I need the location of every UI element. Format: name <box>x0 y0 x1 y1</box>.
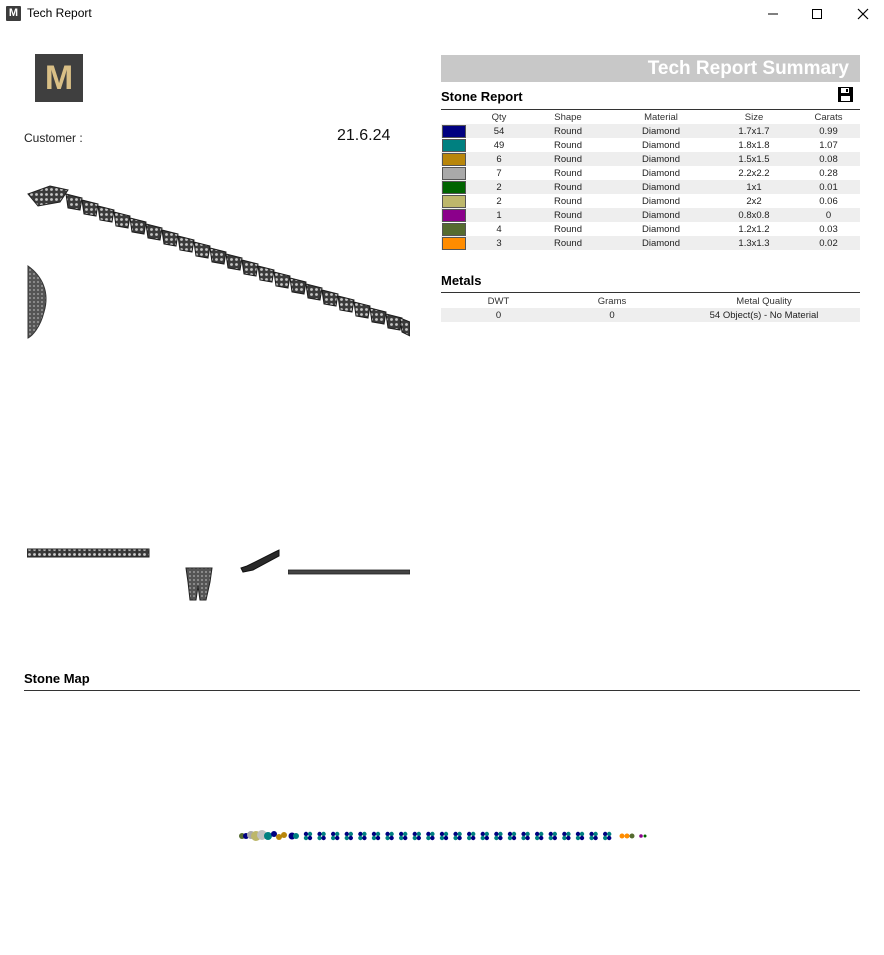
stone-dot <box>362 836 366 840</box>
stone-dot <box>308 832 312 836</box>
column-header-swatch <box>441 111 473 124</box>
shape-cell: Round <box>554 223 582 235</box>
minimize-button[interactable] <box>750 0 796 28</box>
color-swatch <box>442 125 466 138</box>
table-row <box>441 208 860 222</box>
stone-report-title: Stone Report <box>441 89 523 104</box>
material-cell: Diamond <box>641 167 681 179</box>
stone-dot <box>525 836 529 840</box>
stone-dot <box>566 836 570 840</box>
dwt-cell: 0 <box>441 308 556 322</box>
stone-dot <box>453 836 457 840</box>
table-header <box>441 111 860 124</box>
stone-dot <box>494 836 498 840</box>
stone-dot <box>440 832 444 836</box>
stone-dot <box>580 836 584 840</box>
stone-dot <box>399 832 403 836</box>
stone-dot <box>535 836 539 840</box>
logo-letter: M <box>44 58 74 97</box>
qty-cell: 2 <box>496 195 502 207</box>
stone-dot <box>498 832 502 836</box>
stone-dot <box>331 832 335 836</box>
stone-dot <box>372 836 376 840</box>
color-swatch <box>442 223 466 236</box>
table-row <box>441 166 860 180</box>
stone-dot <box>453 832 457 836</box>
shape-cell: Round <box>554 195 582 207</box>
stone-dot <box>508 836 512 840</box>
stone-dot <box>603 832 607 836</box>
size-cell: 2.2x2.2 <box>738 167 770 179</box>
table-row <box>441 180 860 194</box>
customer-label: Customer : <box>24 131 83 145</box>
stone-dot <box>549 832 553 836</box>
stone-dot <box>317 836 321 840</box>
size-cell: 1.8x1.8 <box>738 139 770 151</box>
metal-quality-cell: 54 Object(s) - No Material <box>668 308 860 322</box>
size-cell: 1.2x1.2 <box>738 223 770 235</box>
stone-dot <box>358 836 362 840</box>
app-icon: M <box>6 6 21 21</box>
stone-dot <box>498 836 502 840</box>
close-icon <box>857 8 869 20</box>
stone-dot <box>539 836 543 840</box>
stone-dot <box>512 836 516 840</box>
stone-map-divider <box>24 690 860 691</box>
stone-dot <box>444 836 448 840</box>
shape-cell: Round <box>525 208 611 222</box>
material-cell: Diamond <box>611 208 711 222</box>
stone-dot <box>576 832 580 836</box>
carats-cell: 0.28 <box>819 167 838 179</box>
title-bar <box>0 0 884 28</box>
qty-cell: 3 <box>473 236 525 250</box>
stone-dot <box>376 832 380 836</box>
size-cell: 1.3x1.3 <box>711 236 797 250</box>
size-cell: 0.8x0.8 <box>711 208 797 222</box>
stone-map-diagram <box>236 826 648 846</box>
material-cell: Diamond <box>611 124 711 138</box>
stone-dot <box>376 836 380 840</box>
stone-dot <box>457 836 461 840</box>
table-row <box>441 236 860 250</box>
stone-dot <box>607 832 611 836</box>
color-swatch <box>442 209 466 222</box>
carats-cell: 0.99 <box>797 124 860 138</box>
stone-report-table <box>441 111 860 250</box>
stone-dot <box>413 836 417 840</box>
shape-cell: Round <box>525 124 611 138</box>
stone-dot <box>389 836 393 840</box>
stone-dot <box>576 836 580 840</box>
color-swatch <box>442 139 466 152</box>
stone-dot <box>457 832 461 836</box>
stone-dot <box>562 836 566 840</box>
column-header-metal-quality: Metal Quality <box>736 295 792 307</box>
company-logo <box>35 54 83 102</box>
stone-dot <box>553 832 557 836</box>
grams-cell: 0 <box>556 308 668 322</box>
stone-dot <box>607 836 611 840</box>
stone-dot <box>539 832 543 836</box>
table-row <box>441 124 860 138</box>
stone-dot <box>471 836 475 840</box>
stone-dot <box>430 836 434 840</box>
stone-dot <box>317 832 321 836</box>
color-swatch <box>442 167 466 180</box>
stone-dot <box>403 832 407 836</box>
column-header-shape: Shape <box>554 112 582 123</box>
stone-report-divider <box>441 109 860 110</box>
stone-dot <box>566 832 570 836</box>
material-cell: Diamond <box>641 195 681 207</box>
stone-dot <box>321 832 325 836</box>
stone-dot <box>512 832 516 836</box>
stone-dot <box>308 836 312 840</box>
table-row <box>441 194 860 208</box>
carats-cell: 0.01 <box>797 180 860 194</box>
stone-dot <box>331 836 335 840</box>
stone-dot <box>481 832 485 836</box>
stone-dot <box>430 832 434 836</box>
carats-cell: 0.03 <box>819 223 838 235</box>
stone-dot <box>471 832 475 836</box>
stone-dot <box>589 832 593 836</box>
carats-cell: 0.08 <box>797 152 860 166</box>
stone-dot <box>426 836 430 840</box>
stone-dot <box>358 832 362 836</box>
size-cell: 1.7x1.7 <box>711 124 797 138</box>
size-cell: 1.5x1.5 <box>711 152 797 166</box>
material-cell: Diamond <box>611 180 711 194</box>
shape-cell: Round <box>554 167 582 179</box>
column-header-qty: Qty <box>491 112 507 123</box>
stone-dot <box>589 836 593 840</box>
qty-cell: 2 <box>473 180 525 194</box>
shape-cell: Round <box>525 180 611 194</box>
column-header-size: Size <box>744 112 764 123</box>
size-cell: 1x1 <box>711 180 797 194</box>
qty-cell: 1 <box>473 208 525 222</box>
save-icon[interactable] <box>837 86 854 103</box>
table-header <box>441 294 860 308</box>
stone-dot <box>549 836 553 840</box>
shape-cell: Round <box>525 236 611 250</box>
shape-cell: Round <box>525 152 611 166</box>
thumbnail-side-view <box>239 548 281 574</box>
stone-dot <box>335 832 339 836</box>
color-swatch <box>442 181 466 194</box>
stone-dot <box>345 832 349 836</box>
column-header-material: Material <box>644 112 678 123</box>
stone-dot <box>362 832 366 836</box>
stone-dot <box>485 832 489 836</box>
table-row <box>441 308 860 322</box>
stone-dot <box>426 832 430 836</box>
qty-cell: 4 <box>496 223 502 235</box>
stone-dot <box>385 836 389 840</box>
column-header-grams: Grams <box>597 295 627 307</box>
metals-table <box>441 294 860 322</box>
stone-dot <box>485 836 489 840</box>
qty-cell: 6 <box>473 152 525 166</box>
color-swatch <box>442 153 466 166</box>
stone-dot <box>535 832 539 836</box>
stone-dot <box>481 836 485 840</box>
shape-cell: Round <box>554 139 582 151</box>
carats-cell: 0.02 <box>797 236 860 250</box>
column-header-carats: Carats <box>814 112 843 123</box>
qty-cell: 49 <box>493 139 505 151</box>
summary-banner <box>441 55 860 82</box>
stone-dot <box>413 832 417 836</box>
stone-dot <box>525 832 529 836</box>
stone-dot <box>417 836 421 840</box>
carats-cell: 1.07 <box>819 139 838 151</box>
stone-dot <box>603 836 607 840</box>
stone-dot <box>593 836 597 840</box>
maximize-button[interactable] <box>794 0 840 28</box>
qty-cell: 54 <box>473 124 525 138</box>
minimize-icon <box>767 8 779 20</box>
stone-dot <box>304 832 308 836</box>
thumbnail-top-view <box>288 568 410 576</box>
maximize-icon <box>811 8 823 20</box>
stone-dot <box>508 832 512 836</box>
table-row <box>441 222 860 236</box>
stone-dot <box>562 832 566 836</box>
material-cell: Diamond <box>641 139 681 151</box>
window-title: Tech Report <box>27 6 92 20</box>
stone-dot <box>349 832 353 836</box>
stone-dot <box>467 832 471 836</box>
carats-cell: 0.06 <box>819 195 838 207</box>
stone-dot <box>403 836 407 840</box>
thumbnail-front-view <box>27 547 151 559</box>
stone-dot <box>580 832 584 836</box>
stone-map-title: Stone Map <box>24 671 90 686</box>
material-cell: Diamond <box>611 236 711 250</box>
material-cell: Diamond <box>641 223 681 235</box>
carats-cell: 0 <box>797 208 860 222</box>
stone-dot <box>521 832 525 836</box>
stone-dot <box>467 836 471 840</box>
stone-dot <box>321 836 325 840</box>
stone-dot <box>385 832 389 836</box>
stone-dot <box>335 836 339 840</box>
stone-dot <box>440 836 444 840</box>
material-cell: Diamond <box>611 152 711 166</box>
stone-dot <box>345 836 349 840</box>
stone-dot <box>372 832 376 836</box>
summary-title: Tech Report Summary <box>647 58 849 79</box>
column-header-dwt: DWT <box>487 295 510 307</box>
stone-dot <box>417 832 421 836</box>
close-button[interactable] <box>840 0 884 28</box>
stone-dot <box>593 832 597 836</box>
stone-dot <box>553 836 557 840</box>
color-swatch <box>442 195 466 208</box>
metals-title: Metals <box>441 273 482 288</box>
stone-dot <box>304 836 308 840</box>
jewelry-render-main <box>24 172 410 342</box>
thumbnail-end-view <box>184 566 214 602</box>
report-date: 21.6.24 <box>337 127 391 144</box>
qty-cell: 7 <box>496 167 502 179</box>
stone-dot <box>444 832 448 836</box>
size-cell: 2x2 <box>746 195 762 207</box>
stone-dot <box>349 836 353 840</box>
color-swatch <box>442 237 466 250</box>
stone-dot <box>389 832 393 836</box>
metals-divider <box>441 292 860 293</box>
stone-dot <box>399 836 403 840</box>
table-row <box>441 152 860 166</box>
table-row <box>441 138 860 152</box>
stone-dot <box>521 836 525 840</box>
stone-dot <box>494 832 498 836</box>
